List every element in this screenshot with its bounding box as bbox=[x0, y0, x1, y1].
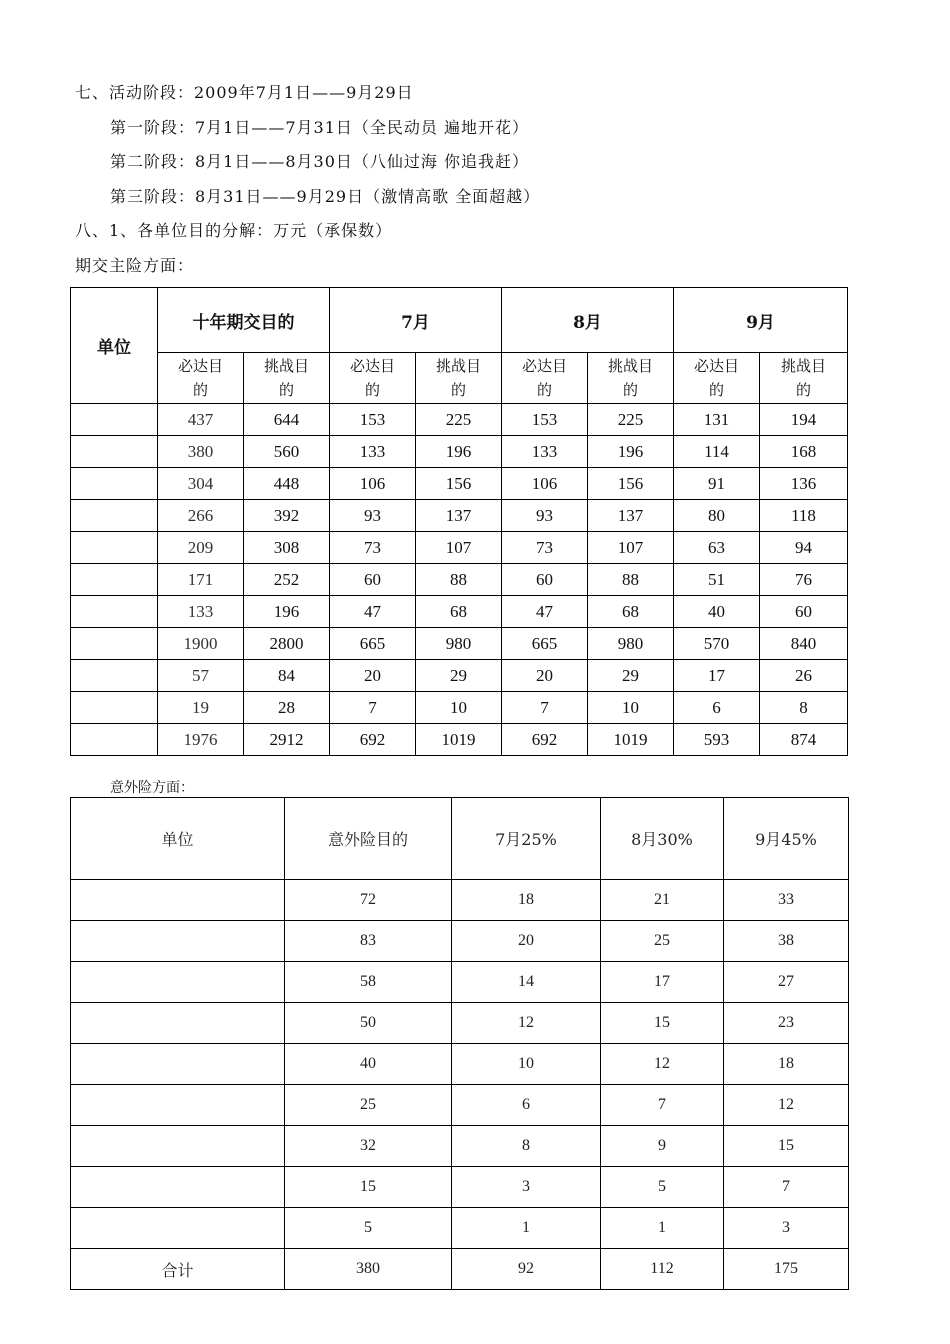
value-cell: 3 bbox=[724, 1208, 849, 1249]
sub-header-must-reach bbox=[158, 353, 244, 404]
value-cell: 57 bbox=[158, 660, 244, 692]
phase-3-line: 第三阶段：8月31日——9月29日（激情高歌 全面超越） bbox=[110, 187, 541, 206]
value-cell: 10 bbox=[416, 692, 502, 724]
value-cell: 2912 bbox=[244, 724, 330, 756]
value-cell: 17 bbox=[674, 660, 760, 692]
table-row bbox=[71, 1085, 849, 1126]
table-row bbox=[71, 1044, 849, 1085]
unit-cell bbox=[71, 564, 158, 596]
value-cell: 692 bbox=[502, 724, 588, 756]
value-cell: 38 bbox=[724, 921, 849, 962]
value-cell: 14 bbox=[452, 962, 601, 1003]
table-row bbox=[71, 564, 848, 596]
sub-header-must-reach bbox=[502, 353, 588, 404]
value-cell: 9 bbox=[601, 1126, 724, 1167]
value-cell: 93 bbox=[330, 500, 416, 532]
value-cell: 10 bbox=[452, 1044, 601, 1085]
value-cell: 156 bbox=[416, 468, 502, 500]
value-cell: 15 bbox=[724, 1126, 849, 1167]
value-cell: 1019 bbox=[416, 724, 502, 756]
sub-header-text: 必达目 bbox=[349, 357, 395, 375]
value-cell: 196 bbox=[416, 436, 502, 468]
value-cell: 20 bbox=[330, 660, 416, 692]
value-cell: 27 bbox=[724, 962, 849, 1003]
value-cell: 1 bbox=[452, 1208, 601, 1249]
value-cell: 83 bbox=[285, 921, 452, 962]
unit-cell bbox=[71, 436, 158, 468]
table-row bbox=[71, 1003, 849, 1044]
table-row bbox=[71, 628, 848, 660]
value-cell: 980 bbox=[416, 628, 502, 660]
value-cell: 88 bbox=[588, 564, 674, 596]
phase-2-line: 第二阶段：8月1日——8月30日（八仙过海 你追我赶） bbox=[110, 152, 529, 171]
value-cell: 131 bbox=[674, 404, 760, 436]
main-insurance-label: 期交主险方面： bbox=[75, 256, 195, 275]
sub-header-text: 的 bbox=[450, 381, 466, 399]
value-cell: 12 bbox=[601, 1044, 724, 1085]
value-cell: 15 bbox=[601, 1003, 724, 1044]
value-cell: 593 bbox=[674, 724, 760, 756]
value-cell: 644 bbox=[244, 404, 330, 436]
table-row bbox=[71, 436, 848, 468]
sub-header-text: 的 bbox=[278, 381, 294, 399]
value-cell: 171 bbox=[158, 564, 244, 596]
accident-header-cell: 意外险目的 bbox=[285, 798, 452, 880]
value-cell: 112 bbox=[601, 1249, 724, 1290]
unit-cell bbox=[71, 1208, 285, 1249]
value-cell: 51 bbox=[674, 564, 760, 596]
sub-header-challenge bbox=[760, 353, 848, 404]
value-cell: 194 bbox=[760, 404, 848, 436]
unit-cell: 合计 bbox=[71, 1249, 285, 1290]
value-cell: 266 bbox=[158, 500, 244, 532]
unit-cell bbox=[71, 596, 158, 628]
value-cell: 6 bbox=[674, 692, 760, 724]
table-row bbox=[71, 532, 848, 564]
value-cell: 28 bbox=[244, 692, 330, 724]
value-cell: 153 bbox=[330, 404, 416, 436]
value-cell: 84 bbox=[244, 660, 330, 692]
value-cell: 107 bbox=[416, 532, 502, 564]
value-cell: 8 bbox=[452, 1126, 601, 1167]
table-row bbox=[71, 962, 849, 1003]
sub-header-challenge bbox=[244, 353, 330, 404]
value-cell: 3 bbox=[452, 1167, 601, 1208]
value-cell: 26 bbox=[760, 660, 848, 692]
value-cell: 252 bbox=[244, 564, 330, 596]
value-cell: 50 bbox=[285, 1003, 452, 1044]
sub-header-text: 的 bbox=[192, 381, 208, 399]
value-cell: 20 bbox=[452, 921, 601, 962]
value-cell: 156 bbox=[588, 468, 674, 500]
sub-header-text: 必达目 bbox=[177, 357, 223, 375]
unit-cell bbox=[71, 1126, 285, 1167]
accident-insurance-table bbox=[70, 797, 849, 1290]
value-cell: 304 bbox=[158, 468, 244, 500]
value-cell: 380 bbox=[285, 1249, 452, 1290]
value-cell: 2800 bbox=[244, 628, 330, 660]
unit-cell bbox=[71, 404, 158, 436]
value-cell: 107 bbox=[588, 532, 674, 564]
value-cell: 20 bbox=[502, 660, 588, 692]
section-8-heading: 八、1、各单位目的分解：万元（承保数） bbox=[75, 221, 393, 240]
phase-1-line: 第一阶段：7月1日——7月31日（全民动员 遍地开花） bbox=[110, 118, 529, 137]
unit-cell bbox=[71, 921, 285, 962]
value-cell: 1976 bbox=[158, 724, 244, 756]
group-header-september: 9月 bbox=[674, 288, 848, 353]
value-cell: 118 bbox=[760, 500, 848, 532]
sub-header-text: 的 bbox=[622, 381, 638, 399]
accident-header-cell: 9月45% bbox=[724, 798, 849, 880]
group-header-july: 7月 bbox=[330, 288, 502, 353]
section-7-heading: 七、活动阶段：2009年7月1日——9月29日 bbox=[75, 83, 414, 102]
value-cell: 560 bbox=[244, 436, 330, 468]
unit-cell bbox=[71, 962, 285, 1003]
value-cell: 137 bbox=[588, 500, 674, 532]
unit-cell bbox=[71, 660, 158, 692]
value-cell: 10 bbox=[588, 692, 674, 724]
value-cell: 1 bbox=[601, 1208, 724, 1249]
value-cell: 225 bbox=[588, 404, 674, 436]
group-header-august: 8月 bbox=[502, 288, 674, 353]
main-insurance-table bbox=[70, 287, 848, 756]
value-cell: 570 bbox=[674, 628, 760, 660]
sub-header-text: 挑战目 bbox=[780, 357, 826, 375]
value-cell: 106 bbox=[330, 468, 416, 500]
value-cell: 665 bbox=[330, 628, 416, 660]
unit-cell bbox=[71, 1044, 285, 1085]
value-cell: 73 bbox=[502, 532, 588, 564]
value-cell: 665 bbox=[502, 628, 588, 660]
table-row bbox=[71, 660, 848, 692]
group-header-ten-year: 十年期交目的 bbox=[158, 288, 330, 353]
value-cell: 12 bbox=[724, 1085, 849, 1126]
value-cell: 1019 bbox=[588, 724, 674, 756]
value-cell: 168 bbox=[760, 436, 848, 468]
value-cell: 40 bbox=[674, 596, 760, 628]
table-row bbox=[71, 500, 848, 532]
value-cell: 380 bbox=[158, 436, 244, 468]
value-cell: 133 bbox=[330, 436, 416, 468]
value-cell: 72 bbox=[285, 880, 452, 921]
unit-cell bbox=[71, 1167, 285, 1208]
value-cell: 7 bbox=[724, 1167, 849, 1208]
sub-header-text: 挑战目 bbox=[263, 357, 309, 375]
value-cell: 7 bbox=[601, 1085, 724, 1126]
value-cell: 23 bbox=[724, 1003, 849, 1044]
value-cell: 12 bbox=[452, 1003, 601, 1044]
value-cell: 840 bbox=[760, 628, 848, 660]
sub-header-text: 的 bbox=[364, 381, 380, 399]
unit-cell bbox=[71, 468, 158, 500]
value-cell: 175 bbox=[724, 1249, 849, 1290]
accident-insurance-label: 意外险方面： bbox=[110, 780, 194, 796]
accident-header-cell: 7月25% bbox=[452, 798, 601, 880]
table-row bbox=[71, 1167, 849, 1208]
value-cell: 63 bbox=[674, 532, 760, 564]
value-cell: 153 bbox=[502, 404, 588, 436]
table-row bbox=[71, 1249, 849, 1290]
value-cell: 874 bbox=[760, 724, 848, 756]
unit-cell bbox=[71, 628, 158, 660]
value-cell: 196 bbox=[244, 596, 330, 628]
value-cell: 133 bbox=[502, 436, 588, 468]
value-cell: 5 bbox=[285, 1208, 452, 1249]
table-row bbox=[71, 596, 848, 628]
table-row bbox=[71, 880, 849, 921]
table-row bbox=[71, 692, 848, 724]
value-cell: 225 bbox=[416, 404, 502, 436]
table-row bbox=[71, 404, 848, 436]
value-cell: 76 bbox=[760, 564, 848, 596]
value-cell: 21 bbox=[601, 880, 724, 921]
value-cell: 17 bbox=[601, 962, 724, 1003]
value-cell: 80 bbox=[674, 500, 760, 532]
sub-header-text: 的 bbox=[536, 381, 552, 399]
value-cell: 88 bbox=[416, 564, 502, 596]
accident-header-cell: 8月30% bbox=[601, 798, 724, 880]
value-cell: 60 bbox=[330, 564, 416, 596]
value-cell: 18 bbox=[724, 1044, 849, 1085]
table-row bbox=[71, 1208, 849, 1249]
value-cell: 15 bbox=[285, 1167, 452, 1208]
value-cell: 58 bbox=[285, 962, 452, 1003]
unit-cell bbox=[71, 1085, 285, 1126]
value-cell: 60 bbox=[760, 596, 848, 628]
sub-header-text: 挑战目 bbox=[607, 357, 653, 375]
value-cell: 19 bbox=[158, 692, 244, 724]
value-cell: 5 bbox=[601, 1167, 724, 1208]
table-row bbox=[71, 921, 849, 962]
value-cell: 93 bbox=[502, 500, 588, 532]
sub-header-text: 的 bbox=[708, 381, 724, 399]
value-cell: 40 bbox=[285, 1044, 452, 1085]
value-cell: 196 bbox=[588, 436, 674, 468]
value-cell: 47 bbox=[330, 596, 416, 628]
unit-column-header: 单位 bbox=[71, 288, 158, 404]
value-cell: 692 bbox=[330, 724, 416, 756]
value-cell: 25 bbox=[285, 1085, 452, 1126]
sub-header-text: 的 bbox=[795, 381, 811, 399]
value-cell: 47 bbox=[502, 596, 588, 628]
value-cell: 6 bbox=[452, 1085, 601, 1126]
accident-header-cell: 单位 bbox=[71, 798, 285, 880]
value-cell: 68 bbox=[416, 596, 502, 628]
unit-cell bbox=[71, 724, 158, 756]
value-cell: 25 bbox=[601, 921, 724, 962]
value-cell: 33 bbox=[724, 880, 849, 921]
unit-cell bbox=[71, 500, 158, 532]
value-cell: 1900 bbox=[158, 628, 244, 660]
unit-cell bbox=[71, 692, 158, 724]
sub-header-must-reach bbox=[330, 353, 416, 404]
sub-header-text: 必达目 bbox=[693, 357, 739, 375]
value-cell: 32 bbox=[285, 1126, 452, 1167]
value-cell: 91 bbox=[674, 468, 760, 500]
value-cell: 94 bbox=[760, 532, 848, 564]
sub-header-text: 必达目 bbox=[521, 357, 567, 375]
sub-header-text: 挑战目 bbox=[435, 357, 481, 375]
unit-cell bbox=[71, 1003, 285, 1044]
unit-cell bbox=[71, 532, 158, 564]
value-cell: 308 bbox=[244, 532, 330, 564]
value-cell: 980 bbox=[588, 628, 674, 660]
value-cell: 106 bbox=[502, 468, 588, 500]
value-cell: 392 bbox=[244, 500, 330, 532]
value-cell: 7 bbox=[502, 692, 588, 724]
value-cell: 209 bbox=[158, 532, 244, 564]
value-cell: 114 bbox=[674, 436, 760, 468]
value-cell: 8 bbox=[760, 692, 848, 724]
value-cell: 73 bbox=[330, 532, 416, 564]
table-row bbox=[71, 724, 848, 756]
sub-header-challenge bbox=[588, 353, 674, 404]
value-cell: 92 bbox=[452, 1249, 601, 1290]
value-cell: 437 bbox=[158, 404, 244, 436]
value-cell: 448 bbox=[244, 468, 330, 500]
value-cell: 18 bbox=[452, 880, 601, 921]
value-cell: 133 bbox=[158, 596, 244, 628]
value-cell: 60 bbox=[502, 564, 588, 596]
table-row bbox=[71, 1126, 849, 1167]
value-cell: 29 bbox=[416, 660, 502, 692]
sub-header-challenge bbox=[416, 353, 502, 404]
value-cell: 137 bbox=[416, 500, 502, 532]
unit-cell bbox=[71, 880, 285, 921]
table-row bbox=[71, 468, 848, 500]
value-cell: 7 bbox=[330, 692, 416, 724]
sub-header-must-reach bbox=[674, 353, 760, 404]
value-cell: 29 bbox=[588, 660, 674, 692]
value-cell: 68 bbox=[588, 596, 674, 628]
value-cell: 136 bbox=[760, 468, 848, 500]
